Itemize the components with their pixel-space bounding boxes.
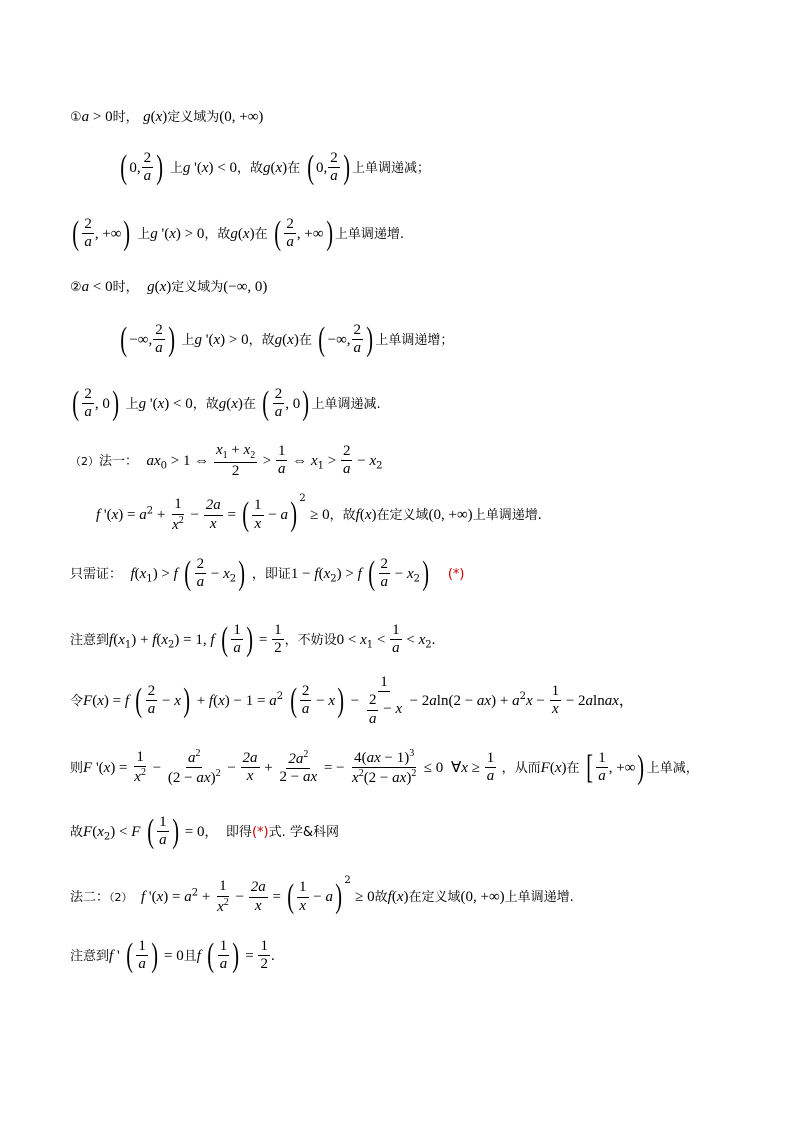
case2-heading: ②a < 0时， g(x)定义域为(−∞, 0) [70,279,268,295]
case1-interval-decreasing: ( 0, $\frac{2}{a}$ ) 上g '(x) < 0，故g(x)在 ( 0, $\frac{2}{a}$ ) 上单调递减； [120,148,431,186]
star-marker: (*) [447,566,465,582]
part2-method1: （2）法一： $ax_0 > 1$ ⇔ $\frac{x_1 + x_2}{2}$ > $\frac{1}{a}$ ⇔ $x_1$ > $\frac{2}{a}$ − $x_2$ [70,442,383,479]
need-to-prove: 只需证： $f(x_1) > f$ ( $\frac{2}{a}$ − $x_2$) ，即证$1 - f(x_2) > f$ ( $\frac{2}{a}$ − $x_2$) (*) [70,554,465,592]
note-method2: 注意到f ' ( $\frac{1}{a}$ ) = 0且f ( $\frac{1}{a}$ ) = $\frac{1}{2}$ . [70,936,275,974]
case1-heading: ①a > 0时， g(x)定义域为(0, +∞) [70,109,264,125]
note-symmetry: 注意到$f(x_1) + f(x_2) = 1$, f ( $\frac{1}{a}$ ) = $\frac{1}{2}$ ，不妨设$0 < x_1$ < $\frac{1}{a}$ < $x_2$. [70,620,436,658]
define-F: 令F(x) = f ( $\frac{2}{a}$ − $x) + f(x) - 1 = a^2$ ( $\frac{2}{a}$ − x) − 1 $\frac{2}{a}$ − x − $2aln(2 - ax) + a^2x$ − $\frac{1}{x}$ − 2alnax， [70,674,634,727]
method2: 法二：（2） f '$(x) = a^2$ + $\frac{1}{x^2}$ − $\frac{2a}{x}$ = ( $\frac{1}{x}$ − a) $^2$ ≥ 0故f(x)在定义域(0, +∞)上单调递增. [70,875,574,915]
case1-interval-increasing: ( $\frac{2}{a}$ , +∞) 上g '(x) > 0，故g(x)在 ( $\frac{2}{a}$ , +∞) 上单调递增. [72,214,404,252]
case2-interval-decreasing: ( $\frac{2}{a}$ , 0) 上g '(x) < 0，故g(x)在 ( $\frac{2}{a}$ , 0) 上单调递减. [72,384,381,422]
case2-interval-increasing: ( −∞, $\frac{2}{a}$ ) 上g '(x) > 0，故g(x)在 ( −∞, $\frac{2}{a}$ ) 上单调递增； [120,320,454,358]
F-derivative: 则F '(x) = $\frac{1}{x^2}$ − $\frac{a^2}{(2 - ax)^2}$ − $\frac{2a}{x}$ + $\frac{2a^2}{2 - ax}$ = − $\frac{4(ax - 1)^3}{x^2(2 - ax)^2}$ ≤ 0 ∀x ≥ $\frac{1}{a}$ ，从而F(x)在 [ $\frac{1}{a}$ , +∞) 上单减， [70,748,699,787]
f-derivative: f '$(x) = a^2$ + $\frac{1}{x^2}$ − $\frac{2a}{x}$ = ( $\frac{1}{x}$ − a) $^2$ ≥ 0，故f(x)在定义域(0, +∞)上单调递增. [96,493,542,533]
conclusion: 故$F(x_2) < F$ ( $\frac{1}{a}$ ) = 0， 即得(*)式. 学&科网 [70,812,339,850]
